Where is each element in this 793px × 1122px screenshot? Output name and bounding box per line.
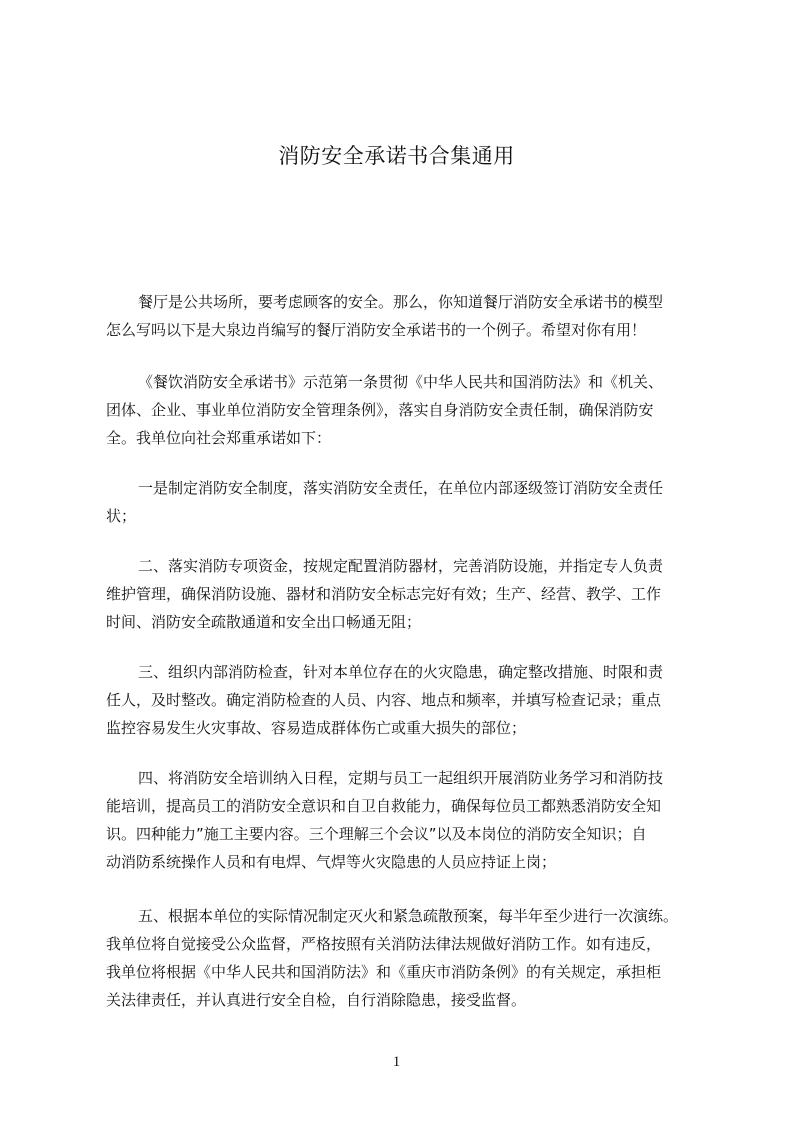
paragraph-line: 怎么写吗以下是大泉边肖编写的餐厅消防安全承诺书的一个例子。希望对你有用！ [106,321,647,339]
paragraph-line: 状； [106,507,137,525]
paragraph-line: 《餐饮消防安全承诺书》示范第一条贯彻《中华人民共和国消防法》和《机关、 [138,373,664,391]
paragraph-line: 团体、企业、事业单位消防安全管理条例》，落实自身消防安全责任制，确保消防安 [106,401,654,419]
paragraph-preamble [106,368,706,452]
paragraph-line: 任人，及时整改。确定消防检查的人员、内容、地点和频率，并填写检查记录；重点 [106,691,662,709]
paragraph-item-5 [106,902,706,1014]
paragraph-line: 五、根据本单位的实际情况制定灭火和紧急疏散预案，每半年至少进行一次演练。 [138,907,679,925]
paragraph-line: 能培训，提高员工的消防安全意识和自卫自救能力，确保每位员工都熟悉消防安全知 [106,797,662,815]
paragraph-item-2 [106,552,706,636]
paragraph-line: 维护管理，确保消防设施、器材和消防安全标志完好有效；生产、经营、教学、工作 [106,585,662,603]
paragraph-item-4 [106,764,706,876]
paragraph-item-3 [106,658,706,742]
paragraph-line: 关法律责任，并认真进行安全自检，自行消除隐患，接受监督。 [106,991,527,1009]
paragraph-line: 三、组织内部消防检查，针对本单位存在的火灾隐患，确定整改措施、时限和责 [138,663,664,681]
paragraph-line: 餐厅是公共场所，要考虑顾客的安全。那么，你知道餐厅消防安全承诺书的模型 [138,293,664,311]
paragraph-line: 识。四种能力”施工主要内容。三个理解三个会议”以及本岗位的消防安全知识；自 [106,825,647,843]
paragraph-line: 二、落实消防专项资金，按规定配置消防器材，完善消防设施，并指定专人负责 [138,557,664,575]
paragraph-line: 全。我单位向社会郑重承诺如下： [106,429,332,447]
paragraph-line: 我单位将根据《中华人民共和国消防法》和《重庆市消防条例》的有关规定，承担柜 [106,963,662,981]
paragraph-line: 一是制定消防安全制度，落实消防安全责任，在单位内部逐级签订消防安全责任 [138,479,664,497]
paragraph-line: 四、将消防安全培训纳入日程，定期与员工一起组织开展消防业务学习和消防技 [138,769,664,787]
paragraph-line: 监控容易发生火灾事故、容易造成群体伤亡或重大损失的部位； [106,719,527,737]
paragraph-item-1 [106,474,706,530]
paragraph-line: 我单位将自觉接受公众监督，严格按照有关消防法律法规做好消防工作。如有违反， [106,935,662,953]
paragraph-line: 动消防系统操作人员和有电焊、气焊等火灾隐患的人员应持证上岗； [106,853,557,871]
page-number: 1 [392,1054,401,1070]
document-title: 消防安全承诺书合集通用 [278,144,515,168]
paragraph-line: 时间、消防安全疏散通道和安全出口畅通无阻； [106,613,422,631]
paragraph-intro [106,288,706,344]
